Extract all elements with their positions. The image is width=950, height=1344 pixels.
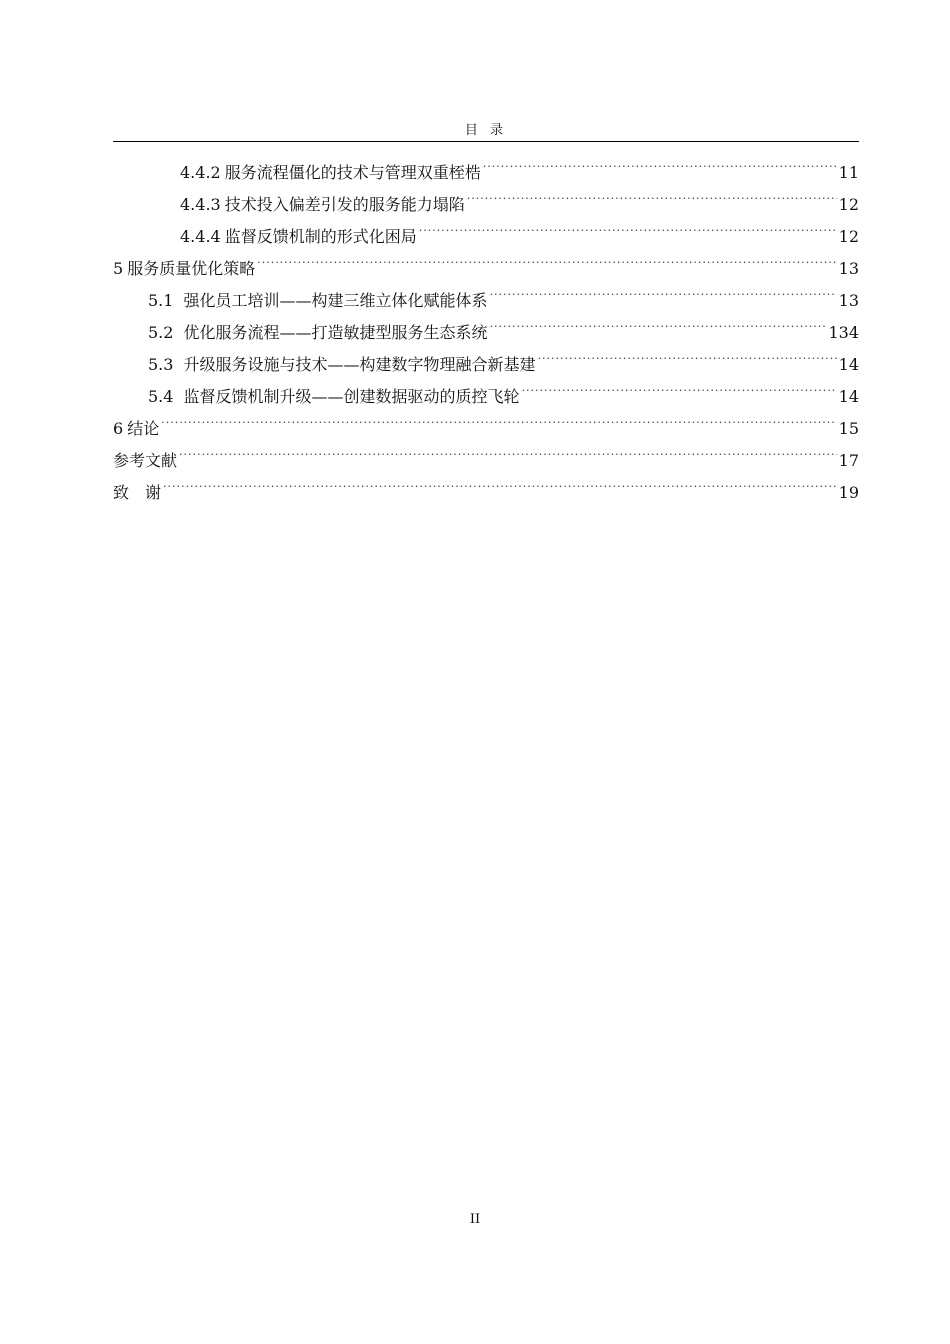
dot-leader [161,402,836,434]
dot-leader [483,146,837,178]
dot-leader [179,434,837,466]
dot-leader [489,306,826,338]
toc-entry-page: 14 [838,387,859,406]
toc-entry-title: 技术投入偏差引发的服务能力塌陷 [224,195,465,214]
page-number: II [469,1212,481,1227]
toc-entry-number: 5.3 [148,355,174,374]
toc-entry-page: 134 [828,323,859,342]
toc-entry-title: 监督反馈机制升级——创建数据驱动的质控飞轮 [183,387,520,406]
page-header [113,119,859,142]
toc-entry-page: 13 [838,259,859,278]
toc-entry-page: 15 [838,419,859,438]
toc-entry-title: 升级服务设施与技术——构建数字物理融合新基建 [183,355,536,374]
dot-leader [257,242,836,274]
toc-entry-number: 4.4.4 [180,227,221,246]
header-title: 目 录 [464,123,508,138]
table-of-contents [113,146,859,502]
toc-entry-number: 5.2 [148,323,174,342]
toc-entry[interactable] [113,466,859,502]
toc-entry-page: 13 [838,291,859,310]
toc-entry-number: 5.4 [148,387,174,406]
toc-entry-title: 强化员工培训——构建三维立体化赋能体系 [183,291,488,310]
toc-entry-page: 11 [838,163,859,182]
toc-entry-title: 结论 [127,419,160,438]
toc-entry-page: 14 [838,355,859,374]
toc-entry-number: 5 [113,259,124,278]
toc-entry[interactable] [113,434,859,470]
toc-entry-title: 监督反馈机制的形式化困局 [224,227,417,246]
toc-entry-number: 4.4.2 [180,163,221,182]
toc-entry-title: 参考文献 [113,451,178,470]
toc-entry-number: 4.4.3 [180,195,221,214]
dot-leader [163,466,837,498]
dot-leader [489,274,836,306]
toc-entry[interactable] [113,402,859,438]
toc-entry-number: 5.1 [148,291,174,310]
toc-entry-title: 致 谢 [113,483,162,502]
toc-entry-page: 12 [838,195,859,214]
dot-leader [537,338,836,370]
toc-entry-page: 19 [838,483,859,502]
toc-entry[interactable] [113,146,859,182]
dot-leader [521,370,836,402]
dot-leader [419,210,837,242]
toc-entry-page: 12 [838,227,859,246]
toc-entry-page: 17 [838,451,859,470]
toc-entry-number: 6 [113,419,124,438]
toc-entry-title: 服务质量优化策略 [127,259,256,278]
dot-leader [467,178,837,210]
toc-entry-title: 优化服务流程——打造敏捷型服务生态系统 [183,323,488,342]
toc-entry-title: 服务流程僵化的技术与管理双重桎梏 [224,163,481,182]
